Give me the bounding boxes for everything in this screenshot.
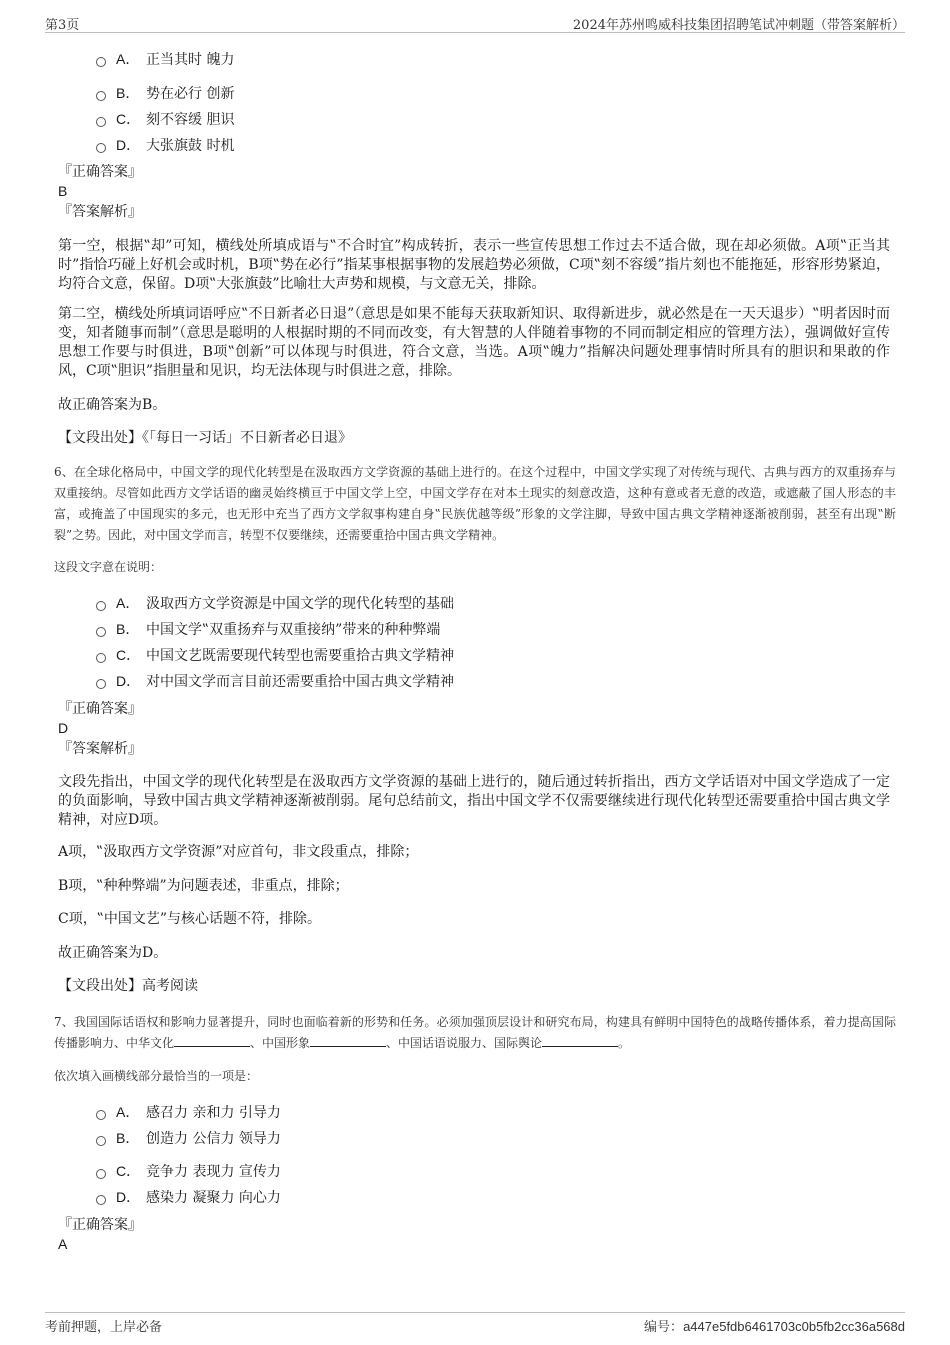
q6-source: 【文段出处】高考阅读 bbox=[58, 978, 198, 994]
q6-analysis-b: B项，‟种种弊端”为问题表述，非重点，排除； bbox=[58, 878, 349, 894]
q5-analysis-p2: 第二空，横线处所填词语呼应‟不日新者必日退”（意思是如果不能每天获取新知识、取得新进步，就必然是在一天天退步）‟明者因时而变，知者随事而制”（意思是聪明的人根据时期的不同而改变，有大智慧的人伴随着事物的不同而制定相应的管理方法），强调做好宣传思想工作要与时俱进，B项‟创新”可以体现与时俱进，符合文意，当选。A项‟魄力”指解决问题处理事情时所具有的胆识和果敢的作风，C项‟胆识”指胆量和见识，均无法体现与时俱进之意，排除。 bbox=[58, 306, 890, 379]
fill-blank bbox=[310, 1035, 386, 1047]
q7-option-c[interactable]: C． 竞争力 表现力 宣传力 bbox=[96, 1161, 281, 1182]
document-title: 2024年苏州鸣威科技集团招聘笔试冲刺题（带答案解析） bbox=[572, 18, 905, 33]
q6-answer: D bbox=[58, 720, 69, 736]
radio-icon[interactable] bbox=[96, 117, 106, 127]
q6-analysis-label: 『答案解析』 bbox=[58, 741, 142, 757]
q7-option-b[interactable]: B． 创造力 公信力 领导力 bbox=[96, 1128, 281, 1149]
page-header bbox=[45, 14, 905, 33]
fill-blank bbox=[174, 1035, 250, 1047]
q5-answer: B bbox=[58, 183, 68, 199]
radio-icon[interactable] bbox=[96, 653, 106, 663]
q7-answer-label: 『正确答案』 bbox=[58, 1217, 142, 1233]
q6-answer-label: 『正确答案』 bbox=[58, 701, 142, 717]
q7-option-d[interactable]: D． 感染力 凝聚力 向心力 bbox=[96, 1187, 281, 1208]
q5-option-a[interactable]: A． 正当其时 魄力 bbox=[96, 49, 234, 70]
fill-blank bbox=[542, 1035, 618, 1047]
q6-analysis-p1: 文段先指出，中国文学的现代化转型是在汲取西方文学资源的基础上进行的，随后通过转折指出，西方文学话语对中国文学造成了一定的负面影响，导致中国古典文学精神逐渐被削弱。尾句总结前文，指出中国文学不仅需要继续进行现代化转型还需要重拾中国古典文学精神，对应D项。 bbox=[58, 774, 890, 828]
q5-analysis-p1: 第一空，根据‟却”可知，横线处所填成语与‟不合时宜”构成转折，表示一些宣传思想工作过去不适合做，现在却必须做。A项‟正当其时”指恰巧碰上好机会或时机，B项‟势在必行”指某事根据事物的发展趋势必须做，C项‟刻不容缓”指片刻也不能拖延，形容形势紧迫，均符合文意，保留。D项‟大张旗鼓”比喻壮大声势和规模，与文意无关，排除。 bbox=[58, 238, 890, 292]
q5-option-c[interactable]: C． 刻不容缓 胆识 bbox=[96, 109, 234, 130]
radio-icon[interactable] bbox=[96, 1195, 106, 1205]
page-number: 第3页 bbox=[45, 18, 80, 33]
q6-analysis-a: A项，‟汲取西方文学资源”对应首句，非文段重点，排除； bbox=[58, 844, 419, 860]
q7-prompt: 依次填入画横线部分最恰当的一项是： bbox=[54, 1069, 259, 1083]
q6-analysis-c: C项，‟中国文艺”与核心话题不符，排除。 bbox=[58, 911, 322, 927]
radio-icon[interactable] bbox=[96, 601, 106, 611]
radio-icon[interactable] bbox=[96, 1169, 106, 1179]
q5-analysis-conclusion: 故正确答案为B。 bbox=[58, 397, 167, 413]
radio-icon[interactable] bbox=[96, 1136, 106, 1146]
document-code: 编号：a447e5fdb6461703c0b5fb2cc36a568d bbox=[644, 1319, 905, 1335]
q6-option-d[interactable]: D． 对中国文学而言目前还需要重拾中国古典文学精神 bbox=[96, 671, 454, 692]
radio-icon[interactable] bbox=[96, 57, 106, 67]
q6-prompt: 这段文字意在说明： bbox=[54, 560, 163, 574]
radio-icon[interactable] bbox=[96, 91, 106, 101]
radio-icon[interactable] bbox=[96, 1110, 106, 1120]
footer-slogan: 考前押题，上岸必备 bbox=[45, 1320, 163, 1335]
q5-analysis-label: 『答案解析』 bbox=[58, 204, 142, 220]
q6-option-c[interactable]: C． 中国文艺既需要现代转型也需要重拾古典文学精神 bbox=[96, 645, 454, 666]
q6-analysis-conclusion: 故正确答案为D。 bbox=[58, 945, 168, 961]
q7-question: 7、我国国际话语权和影响力显著提升，同时也面临着新的形势和任务。必须加强顶层设计和研究布局，构建具有鲜明中国特色的战略传播体系，着力提高国际传播影响力、中华文化 、中国形象 、中国话语说服力、国际舆论 。 bbox=[54, 1015, 896, 1050]
radio-icon[interactable] bbox=[96, 143, 106, 153]
radio-icon[interactable] bbox=[96, 627, 106, 637]
page-footer bbox=[45, 1312, 905, 1337]
q7-answer: A bbox=[58, 1236, 68, 1252]
q5-source: 【文段出处】《「每日一习话」不日新者必日退》 bbox=[58, 430, 352, 446]
q6-question: 6、在全球化格局中，中国文学的现代化转型是在汲取西方文学资源的基础上进行的。在这个过程中，中国文学实现了对传统与现代、古典与西方的双重扬弃与双重接纳。尽管如此西方文学话语的幽灵始终横亘于中国文学上空，中国文学存在对本土现实的刻意改造，这种有意或者无意的改造，或遮蔽了国人形态的丰富，或掩盖了中国现实的多元，也无形中充当了西方文学叙事构建自身‟民族优越等级”形象的文学注脚，导致中国古典文学精神逐渐被削弱，甚至有出现‟断裂”之势。因此，对中国文学而言，转型不仅要继续，还需要重拾中国古典文学精神。 bbox=[54, 465, 896, 542]
q7-option-a[interactable]: A． 感召力 亲和力 引导力 bbox=[96, 1102, 281, 1123]
q5-option-b[interactable]: B． 势在必行 创新 bbox=[96, 83, 234, 104]
radio-icon[interactable] bbox=[96, 679, 106, 689]
q5-option-d[interactable]: D． 大张旗鼓 时机 bbox=[96, 135, 234, 156]
q6-option-a[interactable]: A． 汲取西方文学资源是中国文学的现代化转型的基础 bbox=[96, 593, 454, 614]
q6-option-b[interactable]: B． 中国文学‟双重扬弃与双重接纳”带来的种种弊端 bbox=[96, 619, 440, 640]
q5-answer-label: 『正确答案』 bbox=[58, 164, 142, 180]
